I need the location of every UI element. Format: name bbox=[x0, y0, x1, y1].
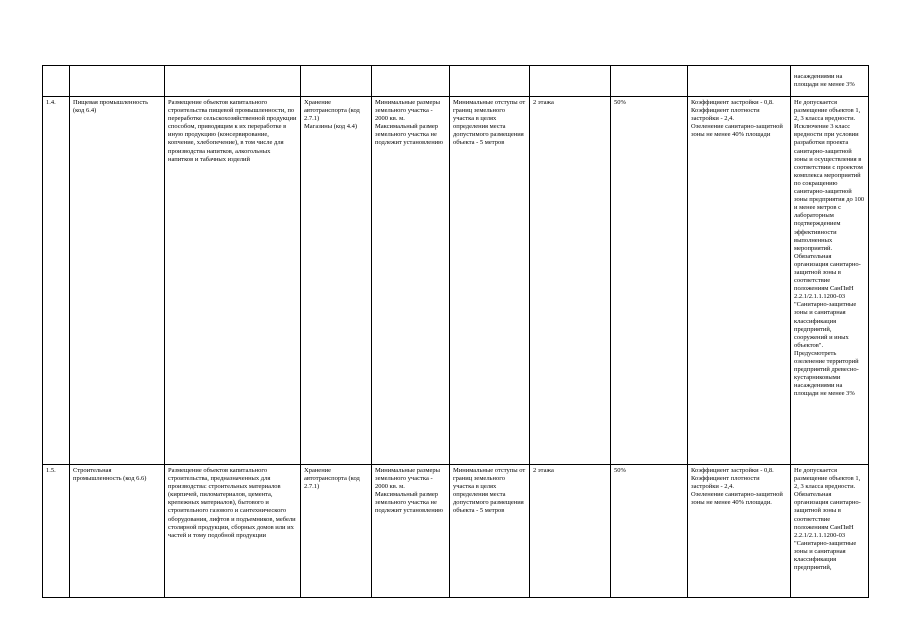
table-row bbox=[43, 465, 869, 598]
restrictions-notes: Не допускается размещение объектов 1, 2, 3 класса вредности. Исключение 3 класс вредности при условии разработки проекта санитарно-защитной зоны и осуществления в соответствии с проектом комплекса мероприятий по сокращению санитарно-защитной зоны предприятия до 100 и менее метров с лабораторным подтверждением эффективности выполненных мероприятий. Обязательная организация санитарно-защитной зоны в соответствие положениям СанПиН 2.2.1/2.1.1.1200-03 "Санитарно-защитные зоны и санитарная классификация предприятий, сооружений и иных объектов". Предусмотреть озеленение территорий предприятий древесно-кустарниковыми насаждениями на площади не менее 3% bbox=[791, 97, 869, 465]
table-cell bbox=[70, 66, 165, 97]
table-cell bbox=[450, 66, 530, 97]
table-cell bbox=[372, 66, 450, 97]
use-description: Размещение объектов капитального строительства пищевой промышленности, по переработке сельскохозяйственной продукции способом, приводящим к их переработке в иную продукцию (консервирование, копчение, хлебопечение), в том числе для производства напитков, алкогольных напитков и табачных изделий bbox=[165, 97, 301, 465]
max-floors: 2 этажа bbox=[530, 97, 611, 465]
use-description: Размещение объектов капитального строительства, предназначенных для производства: строительных материалов (кирпичей, пиломатериалов, цемента, крепежных материалов), бытового и строительного газового и сантехнического оборудования, лифтов и подъемников, мебели столярной продукции, сборных домов или их частей и тому подобной продукции bbox=[165, 465, 301, 598]
use-type-name: Пищевая промышленность (код 6.4) bbox=[70, 97, 165, 465]
table-row bbox=[43, 66, 869, 97]
table-cell bbox=[530, 66, 611, 97]
max-coverage: 50% bbox=[611, 465, 688, 598]
notes-cell-continued: насаждениями на площади не менее 3% bbox=[791, 66, 869, 97]
table-cell bbox=[301, 66, 372, 97]
plot-size-limits: Минимальные размеры земельного участка - 2000 кв. м. Максимальный размер земельного участка не подлежит установлению bbox=[372, 465, 450, 598]
density-coefficients: Коэффициент застройки - 0,8. Коэффициент плотности застройки - 2,4. Озеленение санитарно-защитной зоны не менее 40% площади. bbox=[688, 465, 791, 598]
conditional-uses: Хранение автотранспорта (код 2.7.1) Магазины (код 4.4) bbox=[301, 97, 372, 465]
row-number: 1.5. bbox=[43, 465, 70, 598]
table-row bbox=[43, 97, 869, 465]
max-coverage: 50% bbox=[611, 97, 688, 465]
table-cell bbox=[688, 66, 791, 97]
setback-limits: Минимальные отступы от границ земельного участка в целях определения места допустимого размещения объекта - 5 метров bbox=[450, 465, 530, 598]
density-coefficients: Коэффициент застройки - 0,8. Коэффициент плотности застройки - 2,4. Озеленение санитарно-защитной зоны не менее 40% площади bbox=[688, 97, 791, 465]
row-number: 1.4. bbox=[43, 97, 70, 465]
plot-size-limits: Минимальные размеры земельного участка - 2000 кв. м. Максимальный размер земельного участка не подлежит установлению bbox=[372, 97, 450, 465]
table-cell bbox=[43, 66, 70, 97]
restrictions-notes: Не допускается размещение объектов 1, 2, 3 класса вредности. Обязательная организация санитарно-защитной зоны в соответствие положениям СанПиН 2.2.1/2.1.1.1200-03 "Санитарно-защитные зоны и санитарная классификация предприятий, bbox=[791, 465, 869, 598]
use-type-name: Строительная промышленность (код 6.6) bbox=[70, 465, 165, 598]
conditional-uses: Хранение автотранспорта (код 2.7.1) bbox=[301, 465, 372, 598]
zoning-regulations-table bbox=[42, 65, 869, 598]
table-cell bbox=[165, 66, 301, 97]
table-cell bbox=[611, 66, 688, 97]
setback-limits: Минимальные отступы от границ земельного участка в целях определения места допустимого размещения объекта - 5 метров bbox=[450, 97, 530, 465]
max-floors: 2 этажа bbox=[530, 465, 611, 598]
